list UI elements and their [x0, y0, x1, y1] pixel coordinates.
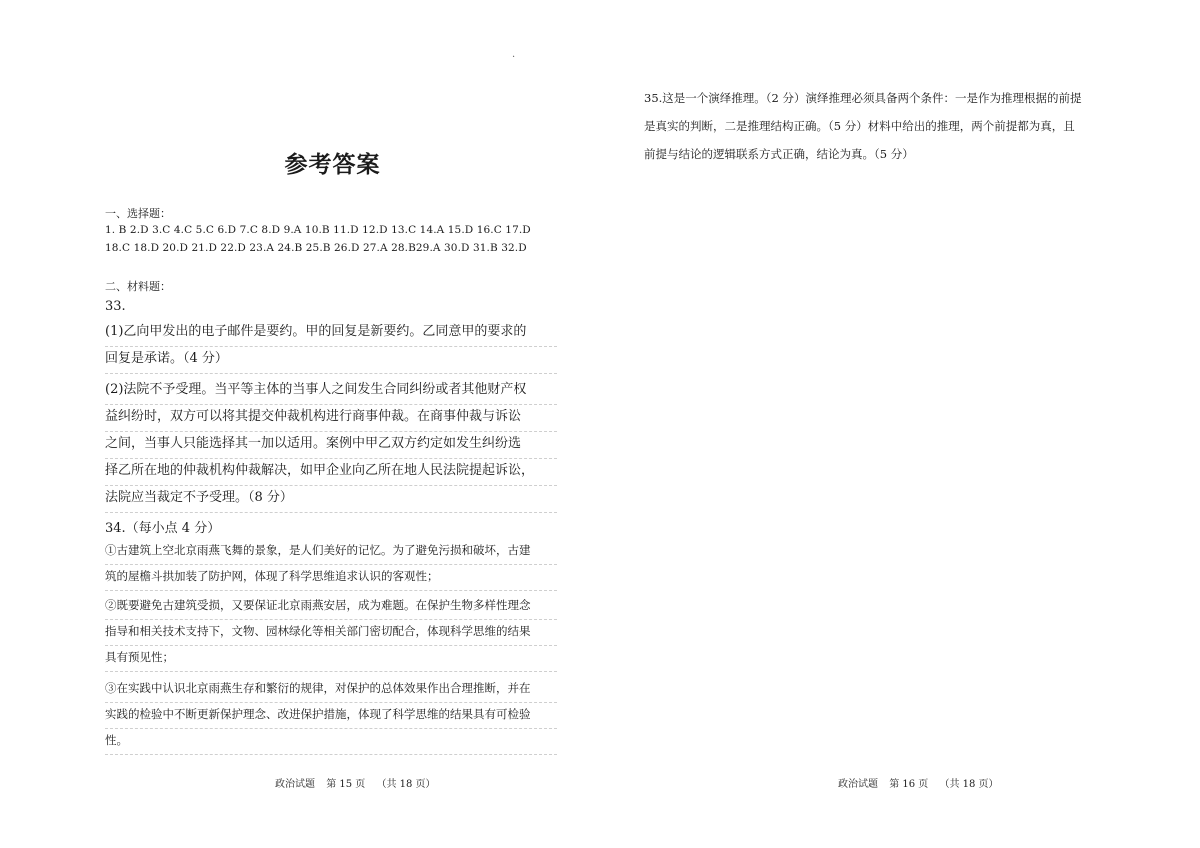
- q33-part1-line: (1)乙向甲发出的电子邮件是要约。甲的回复是新要约。乙同意甲的要求的: [105, 320, 557, 347]
- q34-point2-line: 具有预见性；: [105, 646, 557, 672]
- q33-part2: [105, 378, 557, 513]
- top-mark: ·: [512, 52, 516, 63]
- q35-line: 是真实的判断，二是推理结构正确。（5 分）材料中给出的推理，两个前提都为真，且: [644, 119, 1075, 133]
- q33-part1: [105, 320, 557, 374]
- footer-total-pages: （共 18 页）: [376, 779, 436, 790]
- q34-point3-line: 性。: [105, 729, 557, 755]
- q33-part2-line: (2)法院不予受理。当平等主体的当事人之间发生合同纠纷或者其他财产权: [105, 378, 557, 405]
- right-page: [600, 0, 1200, 848]
- section2-heading: 二、材料题：: [105, 280, 171, 293]
- footer-subject: 政治试题: [838, 779, 878, 790]
- q33-part2-line: 择乙所在地的仲裁机构仲裁解决，如甲企业向乙所在地人民法院提起诉讼，: [105, 459, 557, 486]
- q34-point2: [105, 594, 557, 672]
- footer-page-number: 第 15 页: [326, 779, 366, 790]
- right-page-footer: [838, 775, 1007, 790]
- q33-part2-line: 之间，当事人只能选择其一加以适用。案例中甲乙双方约定如发生纠纷选: [105, 432, 557, 459]
- q33-part2-line: 益纠纷时，双方可以将其提交仲裁机构进行商事仲裁。在商事仲裁与诉讼: [105, 405, 557, 432]
- q35-line: 前提与结论的逻辑联系方式正确，结论为真。（5 分）: [644, 147, 914, 161]
- page-title: 参考答案: [284, 152, 381, 178]
- q34-point3-line: ③在实践中认识北京雨燕生存和繁衍的规律，对保护的总体效果作出合理推断，并在: [105, 677, 557, 703]
- q34-point3-line: 实践的检验中不断更新保护理念、改进保护措施，体现了科学思维的结果具有可检验: [105, 703, 557, 729]
- q35-line: 35.这是一个演绎推理。（2 分）演绎推理必须具备两个条件：一是作为推理根据的前提: [644, 91, 1082, 105]
- q34-point2-line: ②既要避免古建筑受损，又要保证北京雨燕安居，成为难题。在保护生物多样性理念: [105, 594, 557, 620]
- q34-point3: [105, 677, 557, 755]
- q33-part2-line: 法院应当裁定不予受理。（8 分）: [105, 486, 557, 513]
- footer-total-pages: （共 18 页）: [939, 779, 999, 790]
- q34-point1-line: 筑的屋檐斗拱加装了防护网，体现了科学思维追求认识的客观性；: [105, 565, 557, 591]
- footer-page-number: 第 16 页: [889, 779, 929, 790]
- q34-number: 34.（每小点 4 分）: [105, 521, 221, 536]
- answer-line-1: 1. B 2.D 3.C 4.C 5.C 6.D 7.C 8.D 9.A 10.B 11.D 12.D 13.C 14.A 15.D 16.C 17.D: [105, 224, 531, 236]
- footer-subject: 政治试题: [275, 779, 315, 790]
- q34-point2-line: 指导和相关技术支持下，文物、园林绿化等相关部门密切配合，体现科学思维的结果: [105, 620, 557, 646]
- q34-point1: [105, 539, 557, 591]
- answer-line-2: 18.C 18.D 20.D 21.D 22.D 23.A 24.B 25.B 26.D 27.A 28.B29.A 30.D 31.B 32.D: [105, 242, 527, 254]
- q33-part1-line: 回复是承诺。（4 分）: [105, 347, 557, 374]
- q33-number: 33.: [105, 299, 126, 314]
- q35-answer: [644, 86, 1104, 170]
- left-page-footer: [275, 775, 444, 790]
- section1-heading: 一、选择题：: [105, 207, 171, 220]
- q34-point1-line: ①古建筑上空北京雨燕飞舞的景象，是人们美好的记忆。为了避免污损和破坏，古建: [105, 539, 557, 565]
